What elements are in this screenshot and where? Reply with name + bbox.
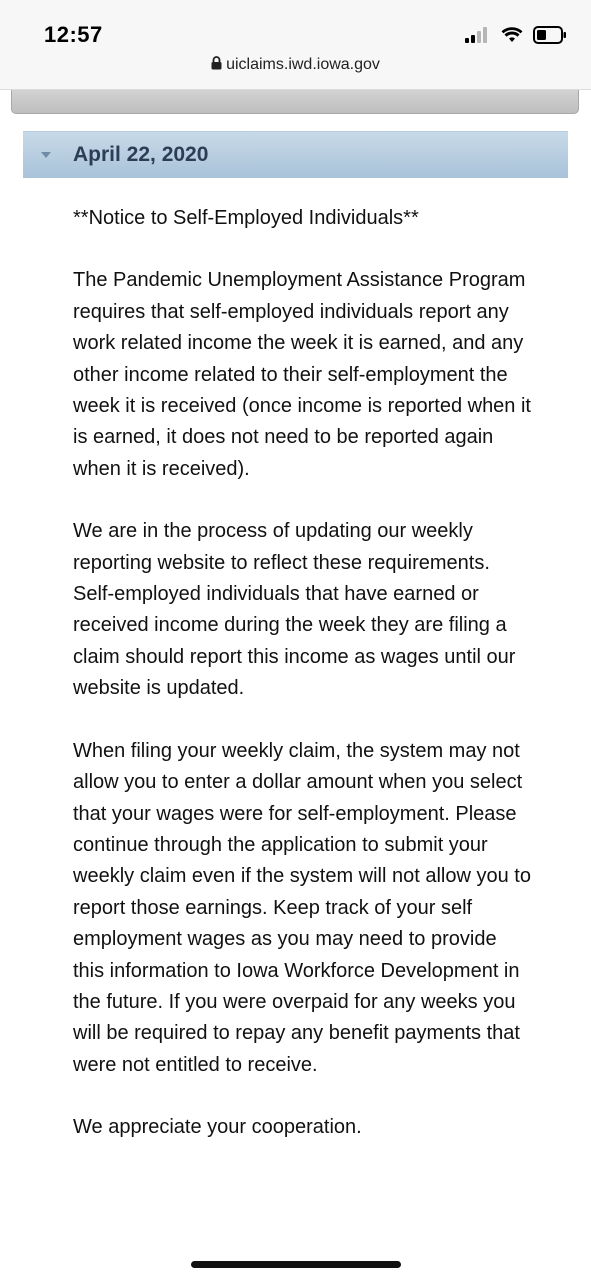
address-bar[interactable] bbox=[0, 56, 591, 74]
date-section-header[interactable] bbox=[23, 131, 568, 178]
notice-closing: We appreciate your cooperation. bbox=[73, 1116, 362, 1139]
section-date-title: April 22, 2020 bbox=[73, 143, 209, 166]
url-text: uiclaims.iwd.iowa.gov bbox=[226, 56, 380, 73]
status-icons bbox=[465, 26, 567, 44]
wifi-icon bbox=[501, 27, 523, 43]
status-time: 12:57 bbox=[44, 22, 103, 47]
notice-paragraph: When filing your weekly claim, the system may not allow you to enter a dollar amount when you select that your wages were for self-employment. Please continue through the application to submit your weekly claim even if the system will not allow you to report those earnings. Keep track of your self employment wages as you may need to provide this information to Iowa Workforce Development in the future. If you were overpaid for any weeks you will be required to repay any benefit payments that were not entitled to receive. bbox=[73, 739, 531, 1076]
collapse-triangle-icon[interactable] bbox=[41, 152, 51, 158]
notice-paragraph: The Pandemic Unemployment Assistance Program requires that self-employed individuals report any work related income the week it is earned, and any other income related to their self-employment the week it is received (once income is reported when it is earned, it does not need to be reported again when it is received). bbox=[73, 269, 531, 480]
lock-icon bbox=[211, 56, 222, 70]
battery-icon bbox=[533, 26, 567, 44]
notice-heading: **Notice to Self-Employed Individuals** bbox=[73, 207, 419, 229]
notice-paragraph: We are in the process of updating our weekly reporting website to reflect these requirements. Self-employed individuals that have earned or received income during the week they are filing a claim should report this income as wages until our website is updated. bbox=[73, 520, 516, 700]
notice-content bbox=[73, 203, 533, 1175]
home-indicator[interactable] bbox=[191, 1261, 401, 1268]
cellular-signal-icon bbox=[465, 27, 491, 43]
browser-chrome bbox=[0, 0, 591, 90]
page-top-bar bbox=[11, 90, 579, 114]
